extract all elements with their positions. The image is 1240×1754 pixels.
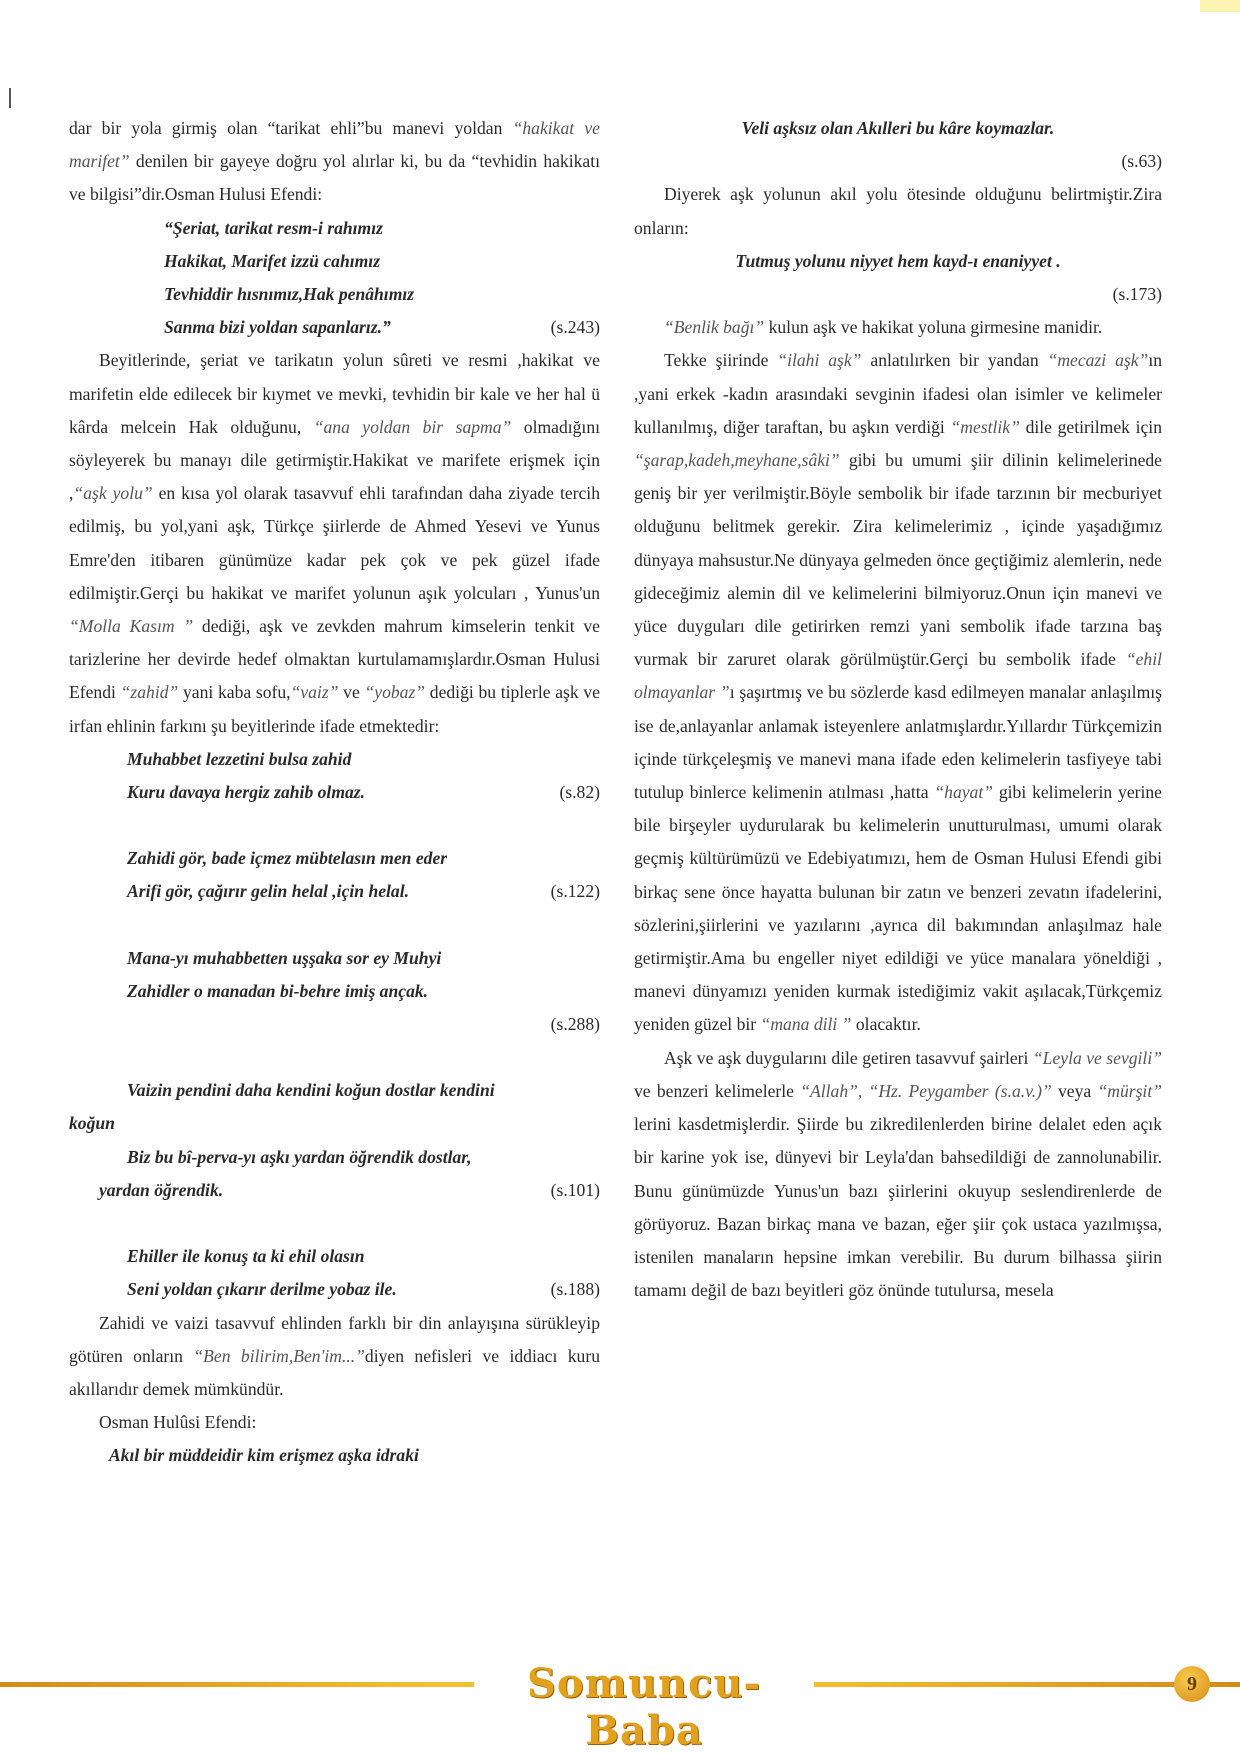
paragraph <box>634 344 1162 1041</box>
page-reference: (s.122) <box>550 881 600 902</box>
quote: “Allah”, “Hz. Peygamber (s.a.v.)” <box>800 1080 1052 1101</box>
page-number: 9 <box>1174 1666 1210 1702</box>
text: kulun aşk ve hakikat yoluna girmesine manidir. <box>764 317 1103 338</box>
quote: “vaiz” <box>290 682 339 703</box>
quote: “Molla Kasım ” <box>69 616 194 637</box>
text: Tekke şiirinde <box>664 350 778 371</box>
verse-block <box>127 743 600 1008</box>
quote: “hayat” <box>934 782 994 803</box>
quote: “aşk yolu” <box>73 483 153 504</box>
verse-line: koğun <box>69 1113 115 1134</box>
verse-line: Arifi gör, çağırır gelin helal ,için helal. <box>127 881 410 902</box>
verse-line: Tutmuş yolunu niyyet hem kayd-ı enaniyyet . <box>735 250 1061 271</box>
quote: “mecazi aşk” <box>1047 350 1149 371</box>
verse-line: Tevhiddir hısnımız,Hak penâhımız <box>164 284 415 305</box>
text: Beyitlerinde, şeriat ve tarikatın yolun sûreti ve resmi ,hakikat ve marifetin elde edilecek bir kıymet ve mevki, tevhidin bir kale ve her hal ü kârda melcein Hak olduğunu, <box>69 350 600 437</box>
margin-mark <box>9 88 11 108</box>
text: yani kaba sofu, <box>178 682 291 703</box>
page-reference: (s.82) <box>559 782 600 803</box>
verse-line: yardan öğrendik. <box>99 1179 224 1200</box>
text: anlatılırken bir yandan <box>861 350 1048 371</box>
verse-line: Zahidi gör, bade içmez mübtelasın men eder <box>127 848 448 869</box>
verse-line: Ehiller ile konuş ta ki ehil olasın <box>127 1246 365 1267</box>
text: ve benzeri kelimelerle <box>634 1080 801 1101</box>
paragraph <box>634 1042 1162 1308</box>
verse-block <box>127 1240 600 1306</box>
paragraph <box>69 112 600 212</box>
quote: “ehil olmayanlar ” <box>634 649 1162 703</box>
text: lerini kasdetmişlerdir. Şiirde bu zikredilenlerden birine delalet eden açık bir karine yok ise, dünyevi bir Leyla'dan bahsedildiği de zannolunabilir. Bunu günümüzde Yunus'un bazı şiirlerini okuyup seslendirenlerde de görüyoruz. Bazan birkaç mana ve bazan, eğer şiir çok ustaca yazılmışsa, istenilen manaların hepsine imkan verebilir. Bu durum bilhassa şiirin tamamı değil de bazı beyitleri göz önünde tutulursa, mesela <box>634 1114 1162 1301</box>
page-reference: (s.288) <box>550 1014 600 1035</box>
quote: “hakikat ve marifet” <box>69 118 600 172</box>
page-reference: (s.188) <box>550 1279 600 1300</box>
quote: “zahid” <box>120 682 179 703</box>
quote: “Leyla ve sevgili” <box>1032 1047 1162 1068</box>
quote: “mestlik” <box>950 416 1020 437</box>
paragraph <box>69 1307 600 1407</box>
verse-line: Zahidler o manadan bi-behre imiş ançak. <box>127 980 429 1001</box>
text: dar bir yola girmiş olan “tarikat ehli”bu manevi yoldan <box>69 118 503 138</box>
quote: “Benlik bağı” <box>664 317 765 338</box>
verse-line: Vaizin pendini daha kendini koğun dostlar kendini <box>127 1080 495 1101</box>
verse-block <box>69 1074 600 1207</box>
verse-line: Sanma bizi yoldan sapanlarız.” <box>164 317 391 338</box>
quote: “ilahi aşk” <box>777 350 862 371</box>
paragraph <box>69 344 600 742</box>
footer <box>0 1660 1240 1754</box>
quote: “yobaz” <box>364 682 426 703</box>
paragraph: Osman Hulûsi Efendi: <box>99 1412 257 1433</box>
right-column <box>634 112 1162 1307</box>
quote: “ana yoldan bir sapma” <box>313 416 512 437</box>
paragraph <box>634 311 1162 344</box>
text: diyen nefisleri ve iddiacı kuru akıllarıdır demek mümkündür. <box>69 1345 600 1399</box>
text: denilen bir gayeye doğru yol alırlar ki, bu da “tevhidin hakikatı ve bilgisi”dir.Osman Hulusi Efendi: <box>69 151 600 205</box>
quote: “şarap,kadeh,meyhane,sâki” <box>634 450 840 471</box>
text: ı şaşırtmış ve bu sözlerde kasd edilmeyen manalar anlaşılmış ise de,anlayanlar anlamak isteyenlere anlatmışlardır.Yıllardır Türkçemizin içinde türkçeleşmiş ve manevi mana ifade eden kelimelerin tasfiyeye tabi tutulup binlerce kelimenin atılması ,hatta <box>634 682 1162 803</box>
verse-line: Seni yoldan çıkarır derilme yobaz ile. <box>127 1279 397 1300</box>
verse-line: Muhabbet lezzetini bulsa zahid <box>127 748 352 769</box>
verse-line: Veli aşksız olan Akılleri bu kâre koymazlar. <box>741 118 1055 138</box>
text: en kısa yol olarak tasavvuf ehli tarafından daha ziyade tercih edilmiş, bu yol,yani aşk, Türkçe şiirlerde de Ahmed Yesevi ve Yunus Emre'den itibaren günümüze kadar pek çok ve pek güzel ifade edilmiştir.Gerçi bu hakikat ve marifet yolunun aşık yolcuları , Yunus'un <box>69 483 600 603</box>
left-column <box>69 112 600 1473</box>
quote: “mürşit” <box>1097 1080 1162 1101</box>
text: olmadığını söyleyerek bu manayı dile getirmiştir.Hakikat ve marifete erişmek için , <box>69 416 600 504</box>
text: dediği bu tiplerle aşk ve irfan ehlinin farkını şu beyitlerinde ifade etmektedir: <box>69 682 600 736</box>
text: dile getirilmek için <box>1019 416 1162 437</box>
verse-block <box>164 212 600 345</box>
page-reference: (s.63) <box>1121 151 1162 172</box>
verse-line: Biz bu bî-perva-yı aşkı yardan öğrendik dostlar, <box>127 1146 472 1167</box>
text: dediği, aşk ve zevkden mahrum kimselerin tenkit ve tarizlerine her devirde hedef olmaktan kurtulamamışlardır.Osman Hulusi Efendi <box>69 616 600 703</box>
corner-mark <box>1200 0 1240 12</box>
verse-line: Mana-yı muhabbetten uşşaka sor ey Muhyi <box>127 947 442 968</box>
verse-line: “Şeriat, tarikat resm-i rahımız <box>164 217 383 238</box>
text: ın ,yani erkek -kadın arasındaki sevginin ifadesi olan isimler ve kelimeler kullanılmış, diğer taraftan, bu aşkın verdiği <box>634 350 1162 437</box>
page-reference: (s.101) <box>550 1179 600 1200</box>
text: gibi kelimelerin yerine bile birşeyler uydurularak bu kelimelerin unutturulması, umumi olarak geçmiş kültürümüzü ve Edebiyatımızı, hem de Osman Hulusi Efendi gibi birkaç sene önce hayatta bulunan bir zatın ve benzeri zevatın ifadelerini, sözlerini,şiirlerini ve yazılarını ,ayrıca dil bakımından anlaşılmaz hale getirmiştir.Ama bu engeller niyet edildiği ve yüce manalara yöneldiği , manevi dünyamızı yeniden kurmak istediğimiz vakit aşılacak,Türkçemiz yeniden güzel bir <box>634 782 1162 1035</box>
text: Zahidi ve vaizi tasavvuf ehlinden farklı bir din anlayışına sürükleyip götüren onların <box>69 1312 600 1366</box>
text: gibi bu umumi şiir dilinin kelimelerinede geniş bir yer verilmiştir.Böyle sembolik bir ifade tarzının bir mecburiyet olduğunu belitmek gerekir. Zira kelimelerimiz , içinde yaşadığımız dünyaya mahsustur.Ne dünyaya gelmeden önce geçtiğimiz alemlerin, nede gideceğimiz alemin dil ve kelimelerini bilmiyoruz.Onun için manevi ve yüce duyguları dile getirirken remzi yani sembolik ifade tarzına baş vurmak bir zaruret olarak görülmüştür.Gerçi bu sembolik ifade <box>634 450 1162 670</box>
verse-line: Hakikat, Marifet izzü cahımız <box>164 250 381 271</box>
page-reference: (s.243) <box>550 317 600 338</box>
text: olacaktır. <box>851 1014 921 1035</box>
text: Aşk ve aşk duygularını dile getiren tasavvuf şairleri <box>664 1047 1033 1068</box>
magazine-title: Somuncu-Baba <box>474 1660 814 1754</box>
verse-line: Kuru davaya hergiz zahib olmaz. <box>127 782 366 803</box>
page-reference: (s.173) <box>1112 284 1162 305</box>
quote: “mana dili ” <box>760 1014 852 1035</box>
quote: “Ben bilirim,Ben'im...” <box>193 1345 365 1366</box>
paragraph: Diyerek aşk yolunun akıl yolu ötesinde olduğunu belirtmiştir.Zira onların: <box>634 184 1162 238</box>
verse-line: Akıl bir müddeidir kim erişmez aşka idraki <box>109 1445 419 1466</box>
text: ve <box>338 682 365 703</box>
text: veya <box>1051 1080 1098 1101</box>
